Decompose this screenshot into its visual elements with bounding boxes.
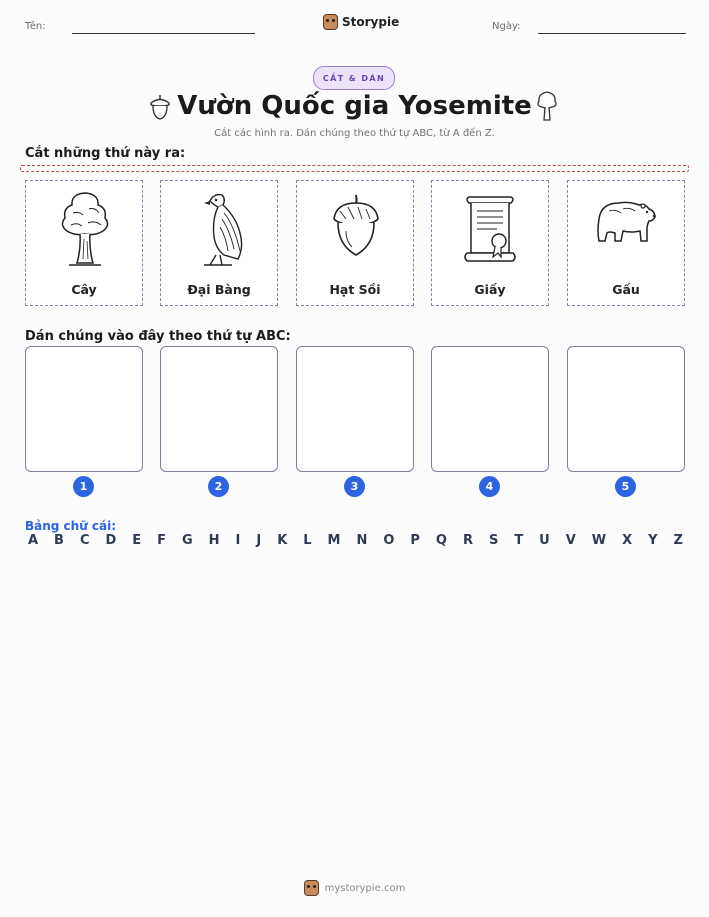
alphabet-letter: X (622, 533, 633, 548)
paste-slot-5[interactable] (567, 346, 685, 472)
alphabet-letter: F (157, 533, 167, 548)
cut-card-eagle[interactable] (160, 180, 278, 306)
cut-label-acorn: Hạt Sồi (329, 282, 381, 297)
alphabet-letter: R (462, 533, 473, 548)
alphabet-letter: B (54, 533, 64, 548)
cut-heading: Cắt những thứ này ra: (25, 146, 186, 161)
cut-label-bear: Gấu (612, 282, 640, 297)
alphabet-letter: N (356, 533, 368, 548)
alphabet-letter: D (105, 533, 117, 548)
name-line (72, 33, 255, 34)
cut-card-tree[interactable] (25, 180, 143, 306)
slot-number-1: 1 (73, 476, 94, 497)
alphabet-letter: O (383, 533, 395, 548)
date-label: Ngày: (492, 21, 521, 32)
paste-slot-3[interactable] (296, 346, 414, 472)
storypie-mascot-icon (304, 880, 319, 896)
cut-card-paper[interactable] (431, 180, 549, 306)
alphabet-letter: H (208, 533, 220, 548)
paste-slot-4[interactable] (431, 346, 549, 472)
alphabet-letter: I (235, 533, 241, 548)
scroll-icon (461, 189, 523, 271)
cut-label-paper: Giấy (474, 282, 506, 297)
cut-label-tree: Cây (71, 282, 97, 297)
cut-line (20, 165, 689, 172)
brand-logo (323, 14, 399, 30)
alphabet-letter: Z (673, 533, 683, 548)
alphabet-letter: S (488, 533, 499, 548)
paste-slot-1[interactable] (25, 346, 143, 472)
date-line (538, 33, 686, 34)
alphabet-letter: V (565, 533, 576, 548)
alphabet-label: Bảng chữ cái: (25, 519, 117, 533)
activity-badge: CẮT & DÁN (313, 66, 395, 90)
alphabet-letter: K (277, 533, 288, 548)
alphabet-letter: U (539, 533, 550, 548)
alphabet-letter: Q (435, 533, 447, 548)
footer (0, 880, 709, 896)
alphabet-row (28, 533, 683, 548)
acorn-icon (326, 189, 386, 271)
brand-name: Storypie (342, 15, 400, 29)
cut-label-eagle: Đại Bàng (187, 282, 251, 297)
footer-url: mystorypie.com (324, 882, 406, 894)
alphabet-letter: W (591, 533, 607, 548)
alphabet-letter: M (327, 533, 341, 548)
alphabet-letter: T (514, 533, 524, 548)
alphabet-letter: A (28, 533, 39, 548)
alphabet-letter: G (182, 533, 193, 548)
cut-card-bear[interactable] (567, 180, 685, 306)
instructions: Cắt các hình ra. Dán chúng theo thứ tự ABC, từ A đến Z. (214, 128, 495, 139)
name-label: Tên: (25, 21, 46, 32)
slot-number-2: 2 (208, 476, 229, 497)
storypie-mascot-icon (323, 14, 338, 30)
cut-card-acorn[interactable] (296, 180, 414, 306)
paste-slot-2[interactable] (160, 346, 278, 472)
slot-number-3: 3 (344, 476, 365, 497)
alphabet-letter: L (303, 533, 312, 548)
alphabet-letter: P (410, 533, 420, 548)
page-title: Vườn Quốc gia Yosemite (177, 91, 532, 121)
alphabet-letter: C (79, 533, 90, 548)
paste-heading: Dán chúng vào đây theo thứ tự ABC: (25, 329, 291, 344)
tree-title-icon (536, 90, 558, 122)
alphabet-letter: Y (648, 533, 658, 548)
slot-number-5: 5 (615, 476, 636, 497)
bear-icon (593, 189, 659, 271)
tree-icon (55, 189, 115, 271)
alphabet-letter: E (132, 533, 142, 548)
eagle-icon (190, 189, 250, 271)
slot-number-4: 4 (479, 476, 500, 497)
alphabet-letter: J (256, 533, 262, 548)
